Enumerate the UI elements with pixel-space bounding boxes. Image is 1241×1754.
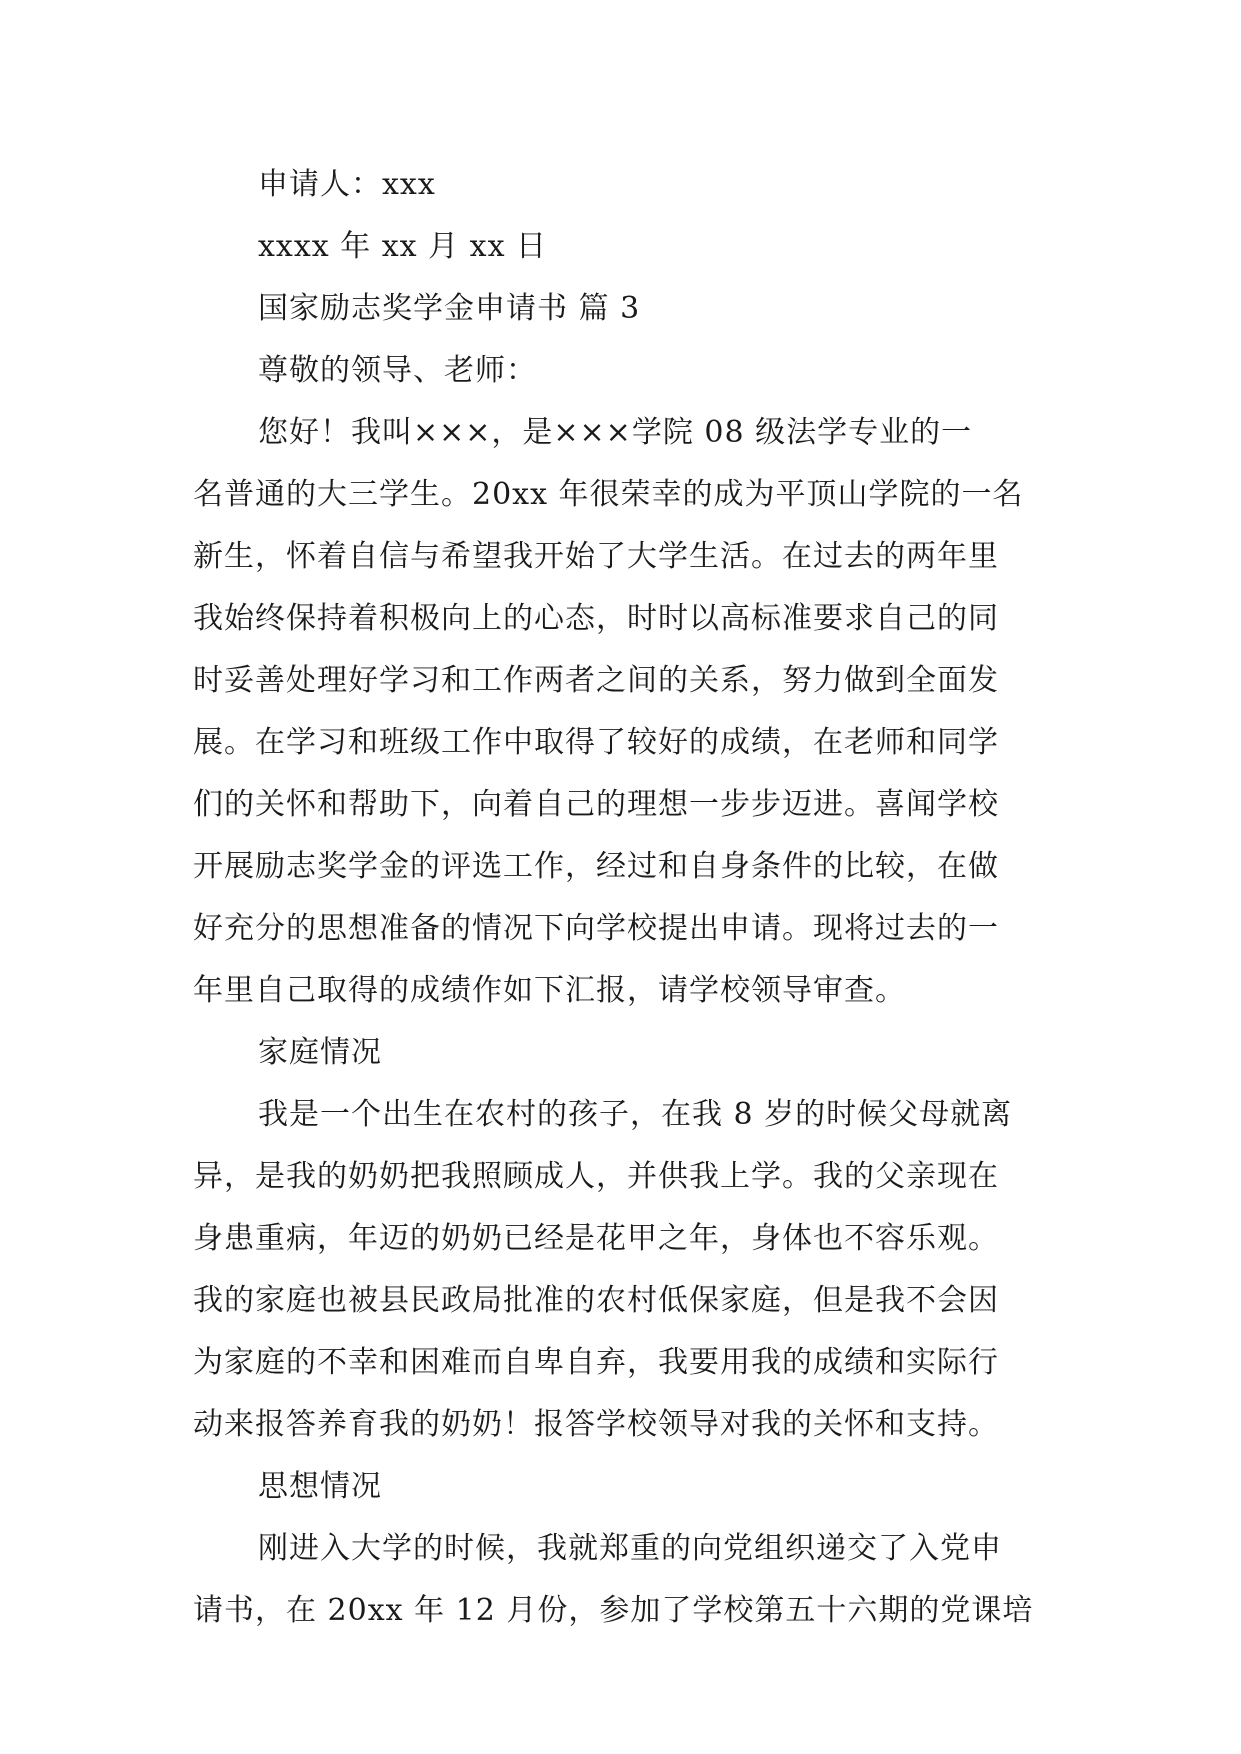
paragraph-line: 年里自己取得的成绩作如下汇报，请学校领导审查。	[193, 973, 906, 1008]
paragraph-line: 开展励志奖学金的评选工作，经过和自身条件的比较，在做	[193, 849, 999, 884]
salutation: 尊敬的领导、老师：	[258, 353, 537, 388]
paragraph-line: 们的关怀和帮助下，向着自己的理想一步步迈进。喜闻学校	[193, 787, 999, 822]
paragraph-line: 刚进入大学的时候，我就郑重的向党组织递交了入党申	[258, 1531, 1002, 1566]
paragraph-line: 我的家庭也被县民政局批准的农村低保家庭，但是我不会因	[193, 1283, 999, 1318]
paragraph-line: 展。在学习和班级工作中取得了较好的成绩，在老师和同学	[193, 725, 999, 760]
paragraph-line: 新生，怀着自信与希望我开始了大学生活。在过去的两年里	[193, 539, 999, 574]
heading-thought: 思想情况	[258, 1469, 382, 1504]
date-line: xxxx 年 xx 月 xx 日	[258, 229, 548, 264]
paragraph-line: 请书，在 20xx 年 12 月份，参加了学校第五十六期的党课培	[193, 1593, 1034, 1628]
applicant-line: 申请人：xxx	[258, 167, 436, 202]
paragraph-line: 您好！我叫×××，是×××学院 08 级法学专业的一	[258, 415, 973, 450]
paragraph-line: 时妥善处理好学习和工作两者之间的关系，努力做到全面发	[193, 663, 999, 698]
paragraph-line: 动来报答养育我的奶奶！报答学校领导对我的关怀和支持。	[193, 1407, 999, 1442]
section-title: 国家励志奖学金申请书 篇 3	[258, 291, 641, 326]
paragraph-line: 名普通的大三学生。20xx 年很荣幸的成为平顶山学院的一名	[193, 477, 1024, 512]
paragraph-line: 异，是我的奶奶把我照顾成人，并供我上学。我的父亲现在	[193, 1159, 999, 1194]
heading-family: 家庭情况	[258, 1035, 382, 1070]
paragraph-line: 我始终保持着积极向上的心态，时时以高标准要求自己的同	[193, 601, 999, 636]
paragraph-line: 好充分的思想准备的情况下向学校提出申请。现将过去的一	[193, 911, 999, 946]
paragraph-line: 身患重病，年迈的奶奶已经是花甲之年，身体也不容乐观。	[193, 1221, 999, 1256]
paragraph-line: 为家庭的不幸和困难而自卑自弃，我要用我的成绩和实际行	[193, 1345, 999, 1380]
paragraph-line: 我是一个出生在农村的孩子，在我 8 岁的时候父母就离	[258, 1097, 1013, 1132]
